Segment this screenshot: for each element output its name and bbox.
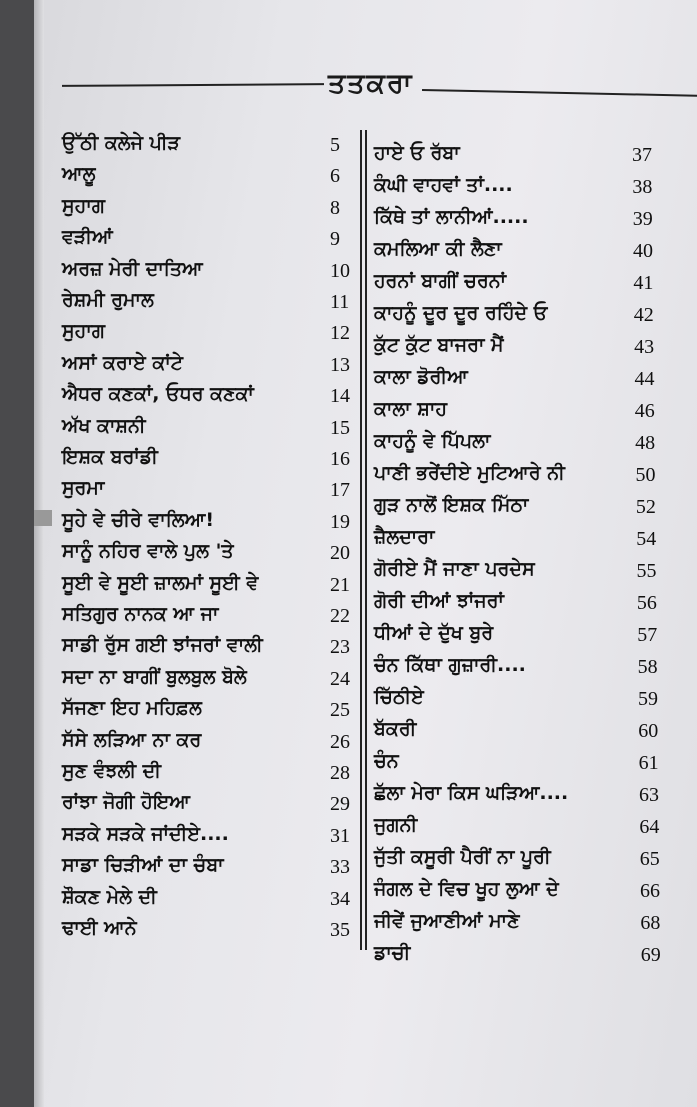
toc-entry-title: ਸਦਾ ਨਾ ਬਾਗੀਂ ਬੁਲਬੁਲ ਬੋਲੇ bbox=[62, 665, 247, 688]
toc-entry-title: ਸਾਨੂੰ ਨਹਿਰ ਵਾਲੇ ਪੁਲ 'ਤੇ bbox=[62, 540, 234, 563]
toc-entry-title: ਚੰਨ bbox=[374, 750, 399, 772]
toc-entry-page: 25 bbox=[330, 699, 350, 722]
toc-entry-title: ਸੱਸੇ ਲੜਿਆ ਨਾ ਕਰ bbox=[62, 728, 202, 751]
toc-entry-title: ਢਾਈ ਆਨੇ bbox=[62, 917, 137, 939]
toc-entry-title: ਕਾਹਨੂੰ ਦੂਰ ਦੂਰ ਰਹਿੰਦੇ ਓ bbox=[374, 302, 548, 324]
toc-entry-title: ਸੁਰਮਾ bbox=[62, 477, 105, 500]
toc-entry-page: 13 bbox=[330, 353, 350, 376]
toc-entry-page: 24 bbox=[330, 667, 350, 690]
toc-entry-title: ਸੁਹਾਗ bbox=[62, 320, 105, 343]
toc-entry-title: ਸਤਿਗੁਰ ਨਾਨਕ ਆ ਜਾ bbox=[62, 603, 219, 625]
toc-entry-page: 33 bbox=[330, 856, 350, 879]
toc-entry-title: ਸੁਹਾਗ bbox=[62, 194, 105, 217]
toc-entry-title: ਕਿੱਥੇ ਤਾਂ ਲਾਨੀਆਂ..... bbox=[374, 206, 529, 228]
toc-entry-title: ਅੱਖ ਕਾਸ਼ਨੀ bbox=[62, 414, 146, 437]
toc-entry-title: ਛੱਲਾ ਮੇਰਾ ਕਿਸ ਘੜਿਆ.... bbox=[374, 782, 569, 804]
toc-entry-page: 14 bbox=[330, 385, 350, 408]
toc-entry-page: 21 bbox=[330, 573, 350, 596]
toc-entry-title: ਰੇਸ਼ਮੀ ਰੁਮਾਲ bbox=[62, 289, 154, 311]
toc-entry-page: 69 bbox=[640, 944, 661, 966]
toc-entry-title: ਸੂਈ ਵੇ ਸੂਈ ਜ਼ਾਲਮਾਂ ਸੂਈ ਵੇ bbox=[62, 571, 259, 594]
toc-entry-page: 6 bbox=[330, 165, 340, 188]
header-rule-left bbox=[62, 83, 324, 87]
toc-entry-title: ਸੁਣ ਵੰਝਲੀ ਦੀ bbox=[62, 760, 161, 782]
toc-entry-page: 46 bbox=[634, 400, 655, 422]
toc-entry-page: 52 bbox=[635, 496, 656, 518]
toc-entry-page: 58 bbox=[637, 656, 658, 678]
toc-entry-page: 41 bbox=[633, 272, 654, 294]
toc-entry-page: 5 bbox=[330, 134, 340, 156]
toc-entry-page: 17 bbox=[330, 479, 350, 502]
header-rule-right bbox=[422, 89, 697, 97]
toc-entry-page: 54 bbox=[636, 528, 657, 550]
toc-entry-title: ਵੜੀਆਂ bbox=[62, 226, 113, 249]
toc-entry-title: ਉੱਠੀ ਕਲੇਜੇ ਪੀੜ bbox=[62, 132, 181, 154]
toc-entry-page: 39 bbox=[632, 208, 653, 230]
toc-entry-page: 28 bbox=[330, 762, 350, 784]
toc-entry-page: 66 bbox=[640, 880, 661, 902]
toc-entry-title: ਗੁੜ ਨਾਲੋਂ ਇਸ਼ਕ ਮਿੱਠਾ bbox=[374, 494, 529, 516]
toc-entry-page: 37 bbox=[632, 144, 652, 166]
toc-entry-page: 40 bbox=[633, 240, 654, 262]
toc-entry-title: ਚੰਨ ਕਿੱਥਾ ਗੁਜ਼ਾਰੀ.... bbox=[374, 654, 526, 676]
toc-entry-title: ਸੱਜਣਾ ਇਹ ਮਹਿਫ਼ਲ bbox=[62, 697, 202, 720]
toc-entry-page: 12 bbox=[330, 322, 350, 345]
toc-entry-page: 19 bbox=[330, 510, 350, 533]
toc-entry-page: 38 bbox=[632, 176, 653, 198]
toc-entry-title: ਸਾਡਾ ਚਿੜੀਆਂ ਦਾ ਚੰਬਾ bbox=[62, 854, 224, 877]
toc-entry-title: ਹਾਏ ਓ ਰੱਬਾ bbox=[374, 142, 460, 164]
toc-entry-page: 20 bbox=[330, 542, 350, 565]
toc-entry-title: ਕਮਲਿਆ ਕੀ ਲੈਣਾ bbox=[374, 238, 502, 260]
toc-entry-title: ਕਾਲਾ ਡੋਰੀਆ bbox=[374, 366, 468, 388]
toc-entry-title: ਜੀਵੇਂ ਜੁਆਣੀਆਂ ਮਾਣੇ bbox=[374, 910, 520, 932]
toc-entry-page: 29 bbox=[330, 793, 350, 816]
toc-entry-title: ਕੰਘੀ ਵਾਹਵਾਂ ਤਾਂ.... bbox=[374, 174, 513, 196]
toc-entry-title: ਅਸਾਂ ਕਰਾਏ ਕਾਂਟੇ bbox=[62, 351, 183, 374]
toc-entry-page: 61 bbox=[638, 752, 659, 774]
toc-entry-page: 65 bbox=[639, 848, 660, 870]
toc-entry-page: 44 bbox=[634, 368, 655, 390]
toc-entry-title: ਸ਼ੌਕਣ ਮੇਲੇ ਦੀ bbox=[62, 885, 157, 908]
toc-entry-page: 48 bbox=[635, 432, 656, 454]
toc-entry-page: 8 bbox=[330, 196, 340, 219]
toc-entry-page: 63 bbox=[639, 784, 659, 806]
toc-entry-title: ਕੁੱਟ ਕੁੱਟ ਬਾਜਰਾ ਮੈਂ bbox=[374, 334, 504, 356]
toc-title: ਤਤਕਰਾ bbox=[328, 68, 414, 99]
toc-entry-title: ਆਲੂ bbox=[62, 163, 96, 186]
toc-entry-page: 34 bbox=[330, 887, 350, 910]
toc-entry-page: 16 bbox=[330, 448, 350, 470]
binding-clip bbox=[34, 510, 52, 526]
toc-entry-title: ਐਧਰ ਕਣਕਾਂ, ਓਧਰ ਕਣਕਾਂ bbox=[62, 383, 254, 406]
toc-entry-title: ਧੀਆਂ ਦੇ ਦੁੱਖ ਬੁਰੇ bbox=[374, 622, 494, 644]
toc-entry-page: 55 bbox=[636, 560, 657, 582]
toc-entry-title: ਸਾਡੀ ਰੁੱਸ ਗਈ ਝਾਂਜਰਾਂ ਵਾਲੀ bbox=[62, 634, 263, 657]
toc-entry-page: 68 bbox=[640, 912, 661, 934]
toc-entry-title: ਚਿੱਠੀਏ bbox=[374, 686, 424, 708]
toc-entry-page: 15 bbox=[330, 416, 350, 439]
toc-entry-page: 26 bbox=[330, 730, 350, 753]
book-page bbox=[34, 0, 697, 1107]
toc-entry-page: 57 bbox=[637, 624, 658, 646]
toc-header bbox=[62, 70, 697, 110]
toc-entry-page: 35 bbox=[330, 919, 350, 941]
page-binding-shadow bbox=[34, 0, 44, 1107]
toc-entry-page: 59 bbox=[637, 688, 658, 710]
toc-entry-page: 42 bbox=[633, 304, 654, 326]
toc-entry-title: ਜੁਗਨੀ bbox=[374, 814, 418, 836]
toc-entry-page: 22 bbox=[330, 605, 350, 627]
toc-entry-page: 9 bbox=[330, 228, 340, 251]
toc-entry-title: ਕਾਹਨੂੰ ਵੇ ਪਿੱਪਲਾ bbox=[374, 430, 491, 452]
toc-entry-page: 56 bbox=[636, 592, 657, 614]
toc-entry-title: ਪਾਣੀ ਭਰੇਂਦੀਏ ਮੁਟਿਆਰੇ ਨੀ bbox=[374, 462, 565, 484]
column-divider bbox=[360, 130, 367, 950]
toc-entry-title: ਗੋਰੀਏ ਮੈਂ ਜਾਣਾ ਪਰਦੇਸ bbox=[374, 558, 535, 580]
toc-entry-title: ਜੁੱਤੀ ਕਸੂਰੀ ਪੈਰੀਂ ਨਾ ਪੂਰੀ bbox=[374, 846, 551, 868]
toc-entry-page: 60 bbox=[638, 720, 659, 742]
toc-entry-title: ਗੋਰੀ ਦੀਆਂ ਝਾਂਜਰਾਂ bbox=[374, 590, 504, 612]
toc-entry-title: ਸੂਹੇ ਵੇ ਚੀਰੇ ਵਾਲਿਆ! bbox=[62, 508, 214, 531]
toc-entry-page: 50 bbox=[635, 464, 656, 486]
toc-entry-title: ਇਸ਼ਕ ਬਰਾਂਡੀ bbox=[62, 446, 158, 468]
toc-entry-title: ਰਾਂਝਾ ਜੋਗੀ ਹੋਇਆ bbox=[62, 791, 190, 814]
toc-entry-title: ਜ਼ੈਲਦਾਰਾ bbox=[374, 526, 435, 548]
toc-entry-title: ਸੜਕੇ ਸੜਕੇ ਜਾਂਦੀਏ.... bbox=[62, 822, 229, 845]
toc-entry-title: ਜੰਗਲ ਦੇ ਵਿਚ ਖੂਹ ਲੁਆ ਦੇ bbox=[374, 878, 559, 900]
toc-entry-page: 11 bbox=[330, 291, 350, 313]
toc-entry-title: ਅਰਜ਼ ਮੇਰੀ ਦਾਤਿਆ bbox=[62, 257, 203, 280]
toc-entry-page: 43 bbox=[634, 336, 655, 358]
toc-entry-page: 31 bbox=[330, 824, 350, 847]
toc-entry-title: ਬੱਕਰੀ bbox=[374, 718, 417, 740]
toc-entry-title: ਹਰਨਾਂ ਬਾਗੀਂ ਚਰਨਾਂ bbox=[374, 270, 506, 292]
toc-entry-page: 64 bbox=[639, 816, 660, 838]
toc-entry-page: 23 bbox=[330, 636, 350, 659]
toc-entry-title: ਡਾਚੀ bbox=[374, 942, 411, 964]
toc-entry-page: 10 bbox=[330, 259, 350, 282]
toc-entry-title: ਕਾਲਾ ਸ਼ਾਹ bbox=[374, 398, 448, 420]
